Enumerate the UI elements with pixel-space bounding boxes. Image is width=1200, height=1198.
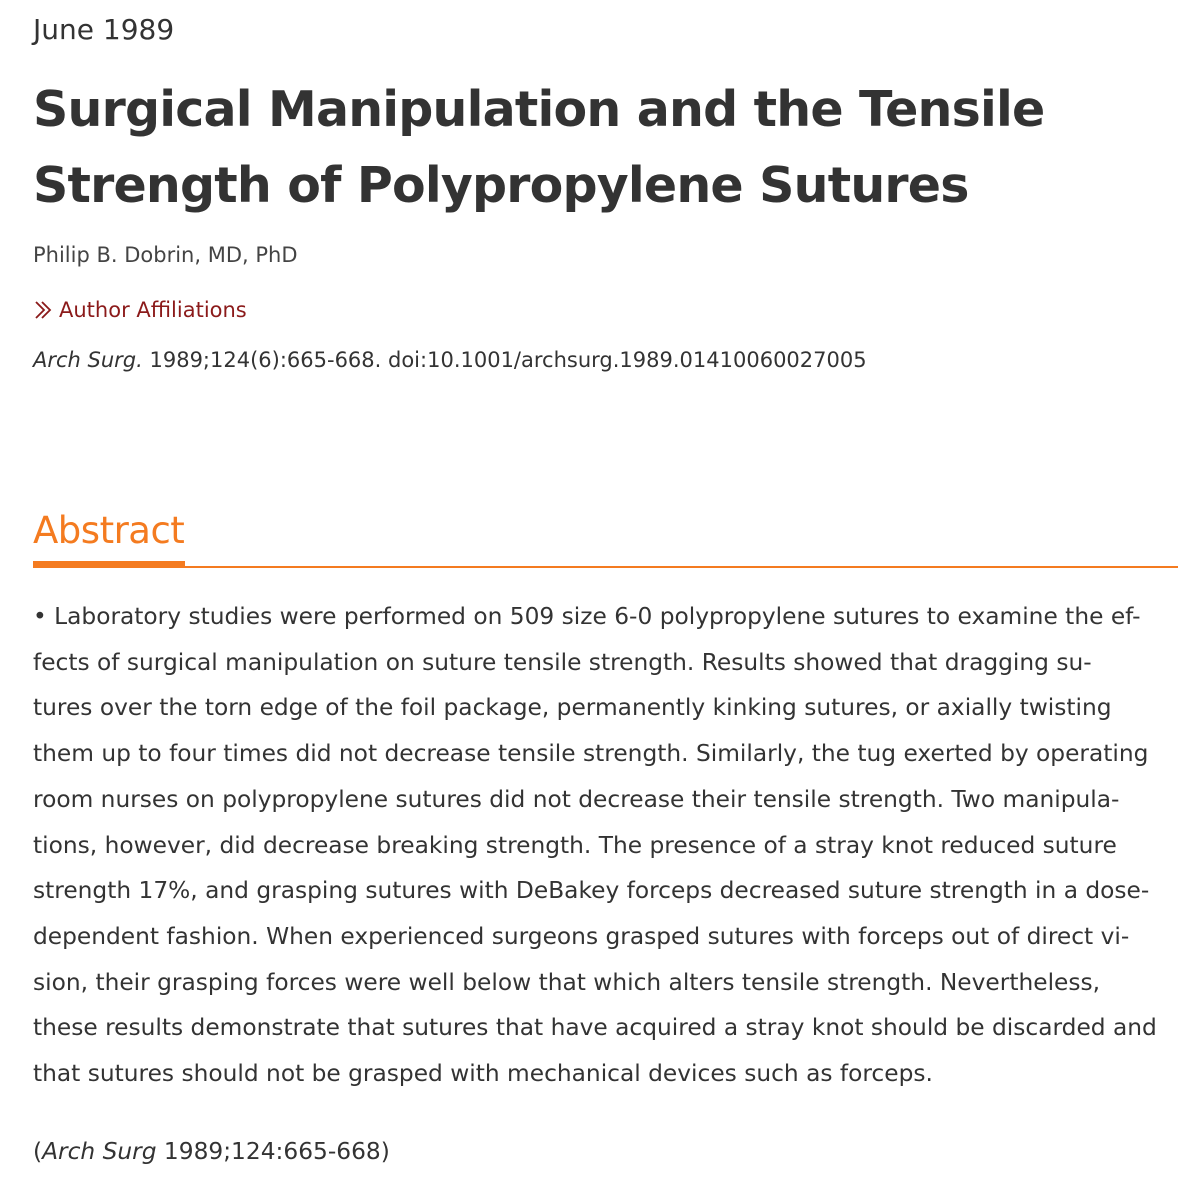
- author-affiliations-label: Author Affiliations: [59, 298, 247, 322]
- double-chevron-right-icon: [33, 299, 55, 321]
- abstract-heading: Abstract: [33, 509, 185, 552]
- article-title-line-2: Strength of Polypropylene Sutures: [33, 157, 969, 214]
- article-title-line-1: Surgical Manipulation and the Tensile: [33, 81, 1045, 138]
- abstract-line: these results demonstrate that sutures that have acquired a stray knot should be discarded and: [33, 1014, 1157, 1042]
- abstract-line: fects of surgical manipulation on suture tensile strength. Results showed that dragging su-: [33, 648, 1092, 676]
- citation-journal: Arch Surg.: [33, 348, 143, 372]
- abstract-line: strength 17%, and grasping sutures with DeBakey forceps decreased suture strength in a dose-: [33, 877, 1150, 905]
- article-citation: [33, 345, 867, 375]
- author-name[interactable]: Philip B. Dobrin, MD, PhD: [33, 243, 298, 267]
- abstract-line: sion, their grasping forces were well below that which alters tensile strength. Nevertheless,: [33, 968, 1101, 996]
- abstract-heading-underline: [33, 561, 185, 568]
- abstract-line: dependent fashion. When experienced surgeons grasped sutures with forceps out of direct vi-: [33, 922, 1130, 950]
- closing-cite-open: (: [33, 1138, 43, 1165]
- closing-cite-details: 1989;124:665-668): [156, 1138, 390, 1165]
- abstract-body: [33, 594, 1183, 1097]
- abstract-line: room nurses on polypropylene sutures did not decrease their tensile strength. Two manipula-: [33, 785, 1120, 813]
- abstract-divider: [33, 566, 1178, 568]
- abstract-closing-citation: [33, 1134, 390, 1170]
- abstract-line: tions, however, did decrease breaking strength. The presence of a stray knot reduced suture: [33, 831, 1117, 859]
- closing-cite-journal: Arch Surg: [42, 1138, 157, 1165]
- issue-date: June 1989: [33, 13, 175, 46]
- author-affiliations-link[interactable]: [33, 295, 247, 325]
- abstract-line: them up to four times did not decrease tensile strength. Similarly, the tug exerted by operating: [33, 740, 1149, 768]
- abstract-line: • Laboratory studies were performed on 509 size 6-0 polypropylene sutures to examine the ef-: [33, 603, 1141, 630]
- citation-details[interactable]: 1989;124(6):665-668. doi:10.1001/archsurg.1989.01410060027005: [142, 348, 867, 372]
- article-title: [33, 72, 1133, 224]
- abstract-line: that sutures should not be grasped with mechanical devices such as forceps.: [33, 1060, 933, 1088]
- abstract-line: tures over the torn edge of the foil package, permanently kinking sutures, or axially twisting: [33, 694, 1112, 722]
